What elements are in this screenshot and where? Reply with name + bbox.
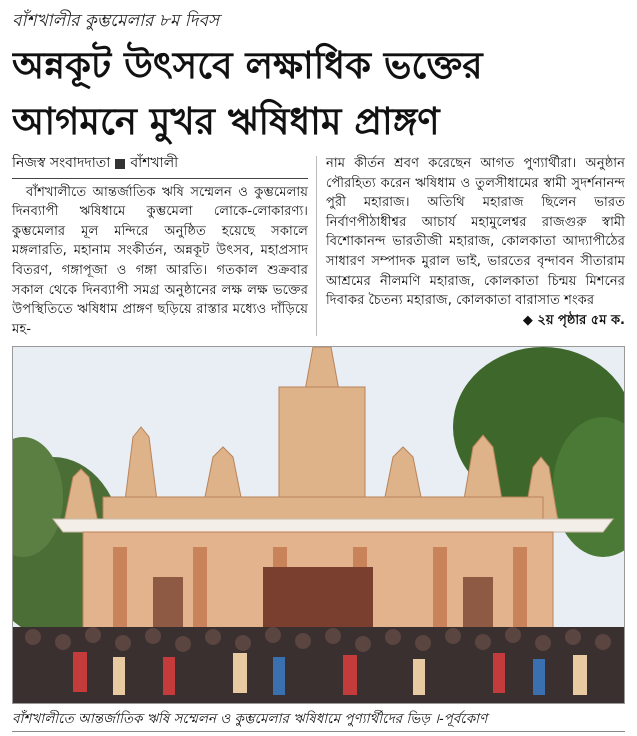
continuation-note <box>326 311 625 331</box>
headline <box>12 38 624 150</box>
square-bullet-icon <box>115 159 125 169</box>
diamond-bullet-icon: ◆ <box>522 312 533 328</box>
article-body-left: বাঁশখালীতে আন্তর্জাতিক ঋষি সম্মেলন ও কুম্ভমেলায় দিনব্যাপী ঋষিধামে কুম্ভমেলা লোকে-লোকারণ্য। কুম্ভমেলার মূল মন্দিরে অনুষ্ঠিত হয়েছে সকালে মঙ্গলারতি, মহানাম সংকীর্তন, অন্নকূট উৎসব, মহাপ্রসাদ বিতরণ, গঙ্গাপূজা ও গঙ্গা আরতি। গতকাল শুক্রবার সকাল থেকে দিনব্যাপী সমগ্র অনুষ্ঠানের লক্ষ লক্ষ ভক্তের উপস্থিতিতে ঋষিধাম প্রাঙ্গণ ছড়িয়ে রাস্তার মধ্যেও দাঁড়িয়ে মহ- <box>12 184 308 337</box>
continuation-text: ২য় পৃষ্ঠার ৫ম ক. <box>537 312 625 328</box>
article-body-right: নাম কীর্তন শ্রবণ করেছেন আগত পুণ্যার্থীরা। অনুষ্ঠান পৌরহিত্য করেন ঋষিধাম ও তুলসীধামের স্বামী সুদর্শনানন্দ পুরী মহারাজ। অতিথি মহারাজ ছিলেন ভারত নির্বাণপীঠাধীশ্বর আচার্য মহামুলেশ্বর রাজগুরু স্বামী বিশোকানন্দ ভারতীজী মহারাজ, কোলকাতা আদ্যাপীঠের সাধারণ সম্পাদক মুরাল ভাই, ভারতের বৃন্দাবন সীতারাম আশ্রমের নীলমণি মহারাজ, কোলকাতা চিন্ময় মিশনের দিবাকর চৈতন্য মহারাজ, কোলকাতা বারাসাত শংকর <box>326 156 625 309</box>
dateline: বাঁশখালী <box>130 155 179 171</box>
headline-line-1: অন্নকূট উৎসবে লক্ষাধিক ভক্তের <box>12 44 483 87</box>
article-column-right <box>326 154 625 330</box>
photo-caption: বাঁশখালীতে আন্তর্জাতিক ঋষি সম্মেলন ও কুম্ভমেলার ঋষিধামে পুণ্যার্থীদের ভিড় ।-পূর্বকোণ <box>12 711 488 727</box>
headline-line-2: আগমনে মুখর ঋষিধাম প্রাঙ্গণ <box>12 100 440 143</box>
kicker: বাঁশখালীর কুম্ভমেলার ৮ম দিবস <box>12 11 220 31</box>
article-column-left <box>12 154 308 339</box>
byline <box>12 154 308 179</box>
reporter: নিজস্ব সংবাদদাতা <box>12 155 111 171</box>
bottom-rule <box>12 731 625 732</box>
news-photo <box>12 346 625 704</box>
column-divider <box>316 156 317 336</box>
